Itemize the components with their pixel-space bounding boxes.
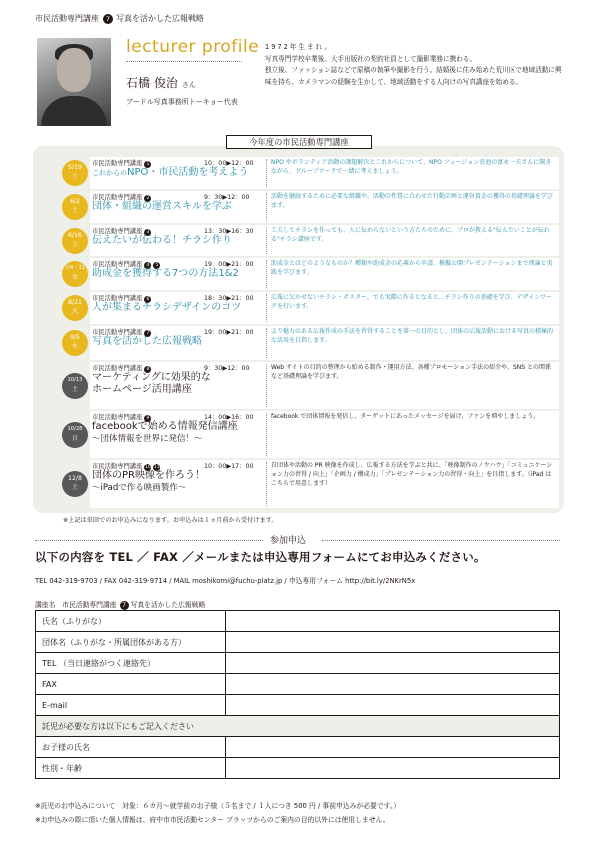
row-series: 市民活動専門講座 4 5 — [92, 259, 160, 269]
course-name: 講座名 市民活動専門講座 7 写真を活かした広報戦略 — [35, 601, 206, 609]
lecturer-photo — [37, 38, 111, 126]
row-title: 人が集まるチラシデザインのコツ — [92, 302, 242, 313]
date-badge: 5/19 土 — [62, 160, 88, 186]
program-row — [90, 292, 559, 324]
form-row — [36, 674, 560, 695]
lecturer-name: 石橋 俊治 さん — [126, 76, 196, 90]
row-series: 市民活動専門講座 6 — [92, 293, 151, 303]
row-series: 市民活動専門講座 9 — [92, 412, 151, 422]
program-title: 今年度の市民活動専門講座 — [226, 135, 372, 149]
row-subtitle: ～iPadで作る映画製作～ — [92, 483, 187, 493]
program-row — [90, 225, 559, 256]
row-description: より魅力のある広報作成の手法を習得することを第一の目的とし、団体の広報活動における写真の積極的な活用を目指します。 — [271, 328, 554, 344]
row-number-badge: 5 — [153, 262, 160, 269]
row-series: 市民活動専門講座 10 11 — [92, 463, 160, 470]
program-row — [90, 157, 559, 189]
course-number-badge: 7 — [120, 601, 129, 610]
header-series: 市民活動専門講座 — [35, 14, 99, 23]
row-subtitle: ～団体情報を世界に発信！～ — [92, 434, 203, 444]
form-input-cell[interactable] — [226, 632, 560, 653]
date-badge: 6/16 土 — [62, 228, 88, 254]
bio-line: 写真専門学校卒業後、大手出版社の契約社員として撮影業務に携わる。 — [265, 54, 476, 63]
apply-instruction: 以下の内容を TEL ／ FAX ／メールまたは申込専用フォームにてお申込みください。 — [35, 550, 486, 564]
row-description: facebook で団体情報を発信し、ターゲットにあったメッセージを届け、ファンを増やしましょう。 — [271, 413, 540, 420]
row-subtitle: ホームページ活用講座 — [92, 384, 192, 395]
form-label: 団体名（ふりがな・所属団体がある方） — [36, 632, 226, 653]
header-title: 写真を活かした広報戦略 — [116, 14, 204, 23]
row-number-badge: 7 — [144, 330, 151, 337]
program-row — [90, 326, 559, 360]
contact-info: TEL 042-319-9703 / FAX 042-319-9714 / MAIL moshikomi@fuchu-platz.jp / 申込専用フォーム http://bit.ly/2NKrN5x — [35, 577, 416, 585]
row-number-badge: 4 — [144, 262, 151, 269]
form-row — [36, 632, 560, 653]
row-series: 市民活動専門講座 8 — [92, 363, 151, 373]
row-number-badge: 10 — [145, 465, 151, 470]
row-description: NPO やボランティア活動の課題解決とこれからについて、NPO フュージョン長池の富永一夫さんに聞きながら、グループワークで一緒に考えましょう。 — [271, 159, 552, 175]
program-note: ※上記は単回でのお申込みになります。お申込みは１ヵ月前から受付けます。 — [63, 517, 278, 524]
row-number-badge: 3 — [144, 229, 151, 236]
program-row — [90, 258, 559, 290]
row-description: 広報に欠かせないチラシ・ポスター。でも実際に作るとなると…チラシ作りの基礎を学び、デザインワークを行います。 — [271, 294, 553, 310]
row-title: 団体のPR映像を作ろう！ ～iPadで作る映画製作～ — [92, 470, 205, 493]
date-badge: 6/2 土 — [62, 194, 88, 220]
form-row — [36, 611, 560, 632]
row-time: 10：00▶12：00 — [204, 160, 254, 167]
bio-line: 独立後、ファッション誌などで原稿の執筆や撮影を行う。結婚後に住み始めた荒川区で地域活動に興味を持ち、カメラマンの経験を生かして、地域活動をする人向けの写真講座を始める。 — [265, 66, 562, 86]
form-label: FAX — [36, 674, 226, 695]
date-badge: 10/28 日 — [62, 422, 88, 448]
row-description: 自団体や活動の PR 映像を作成し、広報する方法を学ぶと共に、「映像制作のノウハウ」「コミュニケーション力の習得 / 向上」「企画力 / 構成力」「プレゼンテーション力の習得・向上」を目指します。（iPad はこちらで用意します） — [271, 462, 553, 487]
privacy-note: ※お申込みの際に頂いた個人情報は、府中市市民活動センター プラッツからのご案内の目的以外には使用しません。 — [35, 816, 390, 824]
row-title: 写真を活かした広報戦略 — [92, 336, 202, 347]
row-description: 工夫してチラシを作っても、人に伝わらないという方たちのために、プロが教える"伝えたいことが伝わる"チラシ講座です。 — [271, 227, 550, 243]
row-series: 市民活動専門講座 7 — [92, 327, 151, 337]
form-label: 氏名（ふりがな） — [36, 611, 226, 632]
form-input-cell[interactable] — [226, 653, 560, 674]
row-number-badge: 6 — [144, 296, 151, 303]
row-title: これからのNPO・市民活動を考えよう — [92, 167, 249, 178]
row-series: 市民活動専門講座 3 — [92, 226, 151, 236]
lecturer-bio — [265, 42, 565, 88]
row-description: Web サイトの目的の整理から始める制作・運用方法、各種プロモーション手法の紹介や、SNS との関係など基礎理論を学びます。 — [271, 364, 551, 380]
program-row — [90, 362, 559, 409]
row-title: マーケティングに効果的な ホームページ活用講座 — [92, 372, 211, 395]
apply-divider-right — [322, 540, 560, 541]
program-row — [90, 460, 559, 508]
row-series: 市民活動専門講座 1 — [92, 158, 151, 168]
form-row — [36, 653, 560, 674]
page-header — [35, 13, 204, 24]
header-number-badge: 7 — [103, 14, 113, 24]
row-series: 市民活動専門講座 2 — [92, 192, 151, 202]
profile-heading: lecturer profile — [126, 37, 260, 57]
row-number-badge: 8 — [144, 366, 151, 373]
row-time: 14：00▶16：00 — [204, 414, 254, 421]
row-time: 19：00▶21：00 — [204, 261, 254, 268]
childcare-note: ※託児のお申込みについて 対象：６カ月～就学前のお子様（５名まで / １人につき 500 円 / 事前申込みが必要です。） — [35, 802, 401, 810]
date-badge: 7/4・11 水 — [62, 261, 88, 287]
date-badge: 8/21 火 — [62, 295, 88, 321]
row-description: 活動を継続するために必要な組織や、活動の性質に合わせた行動計画と運営資金の獲得の基礎理論を学びます。 — [271, 193, 553, 209]
form-row — [36, 758, 560, 779]
row-number-badge: 2 — [144, 195, 151, 202]
row-number-badge: 11 — [154, 465, 160, 470]
row-number-badge: 9 — [144, 415, 151, 422]
application-form — [35, 610, 560, 779]
row-number-badge: 1 — [144, 161, 151, 168]
row-time: 13：30▶16：30 — [204, 228, 254, 235]
form-input-cell[interactable] — [226, 695, 560, 716]
form-input-cell[interactable] — [226, 611, 560, 632]
row-time: 18：30▶21：00 — [204, 295, 254, 302]
form-label: E-mail — [36, 695, 226, 716]
row-title: 伝えたいが伝わる！チラシ作り — [92, 235, 232, 246]
row-title: 助成金を獲得する7つの方法1&2 — [92, 268, 239, 279]
form-row — [36, 695, 560, 716]
form-input-cell[interactable] — [226, 758, 560, 779]
form-label: TEL （当日連絡がつく連絡先） — [36, 653, 226, 674]
program-row — [90, 191, 559, 223]
row-title: facebookで始める情報発信講座 ～団体情報を世界に発信！～ — [92, 421, 238, 444]
row-title: 団体・組織の運営スキルを学ぶ — [92, 201, 232, 212]
bio-line: 1972年生まれ。 — [265, 43, 334, 51]
form-input-cell[interactable] — [226, 737, 560, 758]
row-time: 9：30▶12：00 — [204, 365, 250, 372]
row-time: 10：00▶17：00 — [204, 463, 254, 470]
lecturer-affiliation: ブードル写真事務所トーキョー代表 — [126, 98, 238, 106]
apply-title: 参加申込 — [270, 536, 307, 546]
row-time: 19：00▶21：00 — [204, 329, 254, 336]
row-time: 9：30▶12：00 — [204, 194, 250, 201]
date-badge: 9/5 水 — [62, 330, 88, 356]
program-row — [90, 411, 559, 458]
row-description: 助成金とはどのようなものか？種類や助成金の応募から申請、模擬公開プレゼンテーションまで理論と実践を学びます。 — [271, 260, 553, 276]
form-row — [36, 737, 560, 758]
date-badge: 10/13 土 — [62, 373, 88, 399]
form-label: お子様の氏名 — [36, 737, 226, 758]
form-label: 性別・年齢 — [36, 758, 226, 779]
form-label: 託児が必要な方は以下にもご記入ください — [36, 716, 560, 737]
form-input-cell[interactable] — [226, 674, 560, 695]
profile-divider — [126, 61, 242, 62]
apply-divider — [35, 540, 263, 541]
date-badge: 12/8 土 — [62, 471, 88, 497]
form-row — [36, 716, 560, 737]
